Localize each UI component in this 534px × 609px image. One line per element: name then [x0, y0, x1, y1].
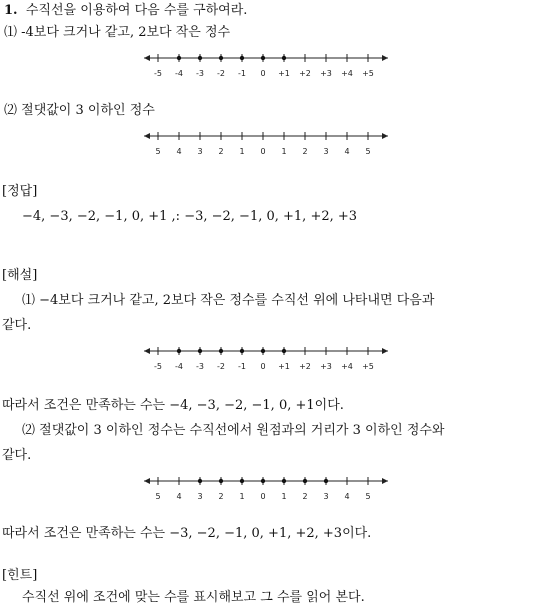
marked-point [303, 479, 307, 483]
tick-label: 0 [260, 362, 266, 371]
problem-part-1: ⑴ -4보다 크거나 같고, 2보다 작은 정수 [4, 25, 231, 40]
tick-label: 4 [176, 492, 182, 501]
answer-text: −4, −3, −2, −1, 0, +1 ,: −3, −2, −1, 0, +1, +2, +3 [22, 209, 358, 224]
tick-label: 5 [155, 147, 161, 156]
arrowhead-icon [382, 133, 388, 139]
number-line-2 [142, 128, 392, 162]
marked-point [198, 479, 202, 483]
hint-text: 수직선 위에 조건에 맞는 수를 표시해보고 그 수를 읽어 본다. [22, 590, 365, 605]
marked-point [219, 56, 223, 60]
explanation-heading: [해설] [2, 268, 38, 283]
number-line-1 [142, 50, 392, 84]
marked-point [240, 56, 244, 60]
problem-part-2: ⑵ 절댓값이 3 이하인 정수 [4, 103, 155, 118]
answer-heading: [정답] [2, 184, 38, 199]
problem-header [4, 3, 247, 19]
marked-point [282, 479, 286, 483]
marked-point [240, 349, 244, 353]
tick-label: -3 [196, 69, 204, 78]
tick-label: +4 [341, 69, 353, 78]
tick-label: 3 [197, 492, 203, 501]
tick-label: 2 [218, 147, 224, 156]
tick-label: 1 [281, 147, 287, 156]
tick-label: 1 [239, 492, 245, 501]
tick-label: +1 [278, 69, 290, 78]
marked-point [177, 56, 181, 60]
marked-point [219, 479, 223, 483]
number-line-3 [142, 343, 392, 377]
explanation-p1-result: 따라서 조건은 만족하는 수는 −4, −3, −2, −1, 0, +1이다. [2, 398, 344, 413]
tick-label: 1 [281, 492, 287, 501]
tick-label: 3 [197, 147, 203, 156]
arrowhead-icon [382, 348, 388, 354]
arrowhead-icon [144, 478, 150, 484]
explanation-p2-result: 따라서 조건은 만족하는 수는 −3, −2, −1, 0, +1, +2, +3이다. [2, 526, 372, 541]
tick-label: 1 [239, 147, 245, 156]
tick-label: 2 [218, 492, 224, 501]
arrowhead-icon [144, 348, 150, 354]
tick-label: +1 [278, 362, 290, 371]
number-line-svg [142, 343, 392, 377]
explanation-p2-line2: 같다. [2, 448, 32, 463]
tick-label: +4 [341, 362, 353, 371]
tick-label: 5 [365, 147, 371, 156]
arrowhead-icon [382, 55, 388, 61]
tick-label: 4 [344, 147, 350, 156]
tick-label: +2 [299, 69, 311, 78]
tick-label: 5 [365, 492, 371, 501]
tick-label: -1 [238, 69, 246, 78]
marked-point [324, 479, 328, 483]
arrowhead-icon [144, 55, 150, 61]
tick-label: 5 [155, 492, 161, 501]
marked-point [282, 349, 286, 353]
tick-label: 0 [260, 147, 266, 156]
marked-point [282, 56, 286, 60]
tick-label: -4 [175, 69, 183, 78]
hint-heading: [힌트] [2, 568, 38, 583]
marked-point [219, 349, 223, 353]
tick-label: 3 [323, 492, 329, 501]
marked-point [261, 56, 265, 60]
tick-label: 4 [344, 492, 350, 501]
tick-label: -1 [238, 362, 246, 371]
tick-label: +3 [320, 69, 332, 78]
problem-number: 1. [4, 3, 18, 18]
arrowhead-icon [382, 478, 388, 484]
tick-label: -2 [217, 362, 225, 371]
number-line-svg [142, 128, 392, 162]
arrowhead-icon [144, 133, 150, 139]
explanation-p2-line1: ⑵ 절댓값이 3 이하인 정수는 수직선에서 원점과의 거리가 3 이하인 정수와 [22, 423, 445, 438]
problem-prompt: 수직선을 이용하여 다음 수를 구하여라. [25, 3, 248, 18]
tick-label: -5 [154, 69, 162, 78]
marked-point [261, 479, 265, 483]
number-line-svg [142, 50, 392, 84]
tick-label: 2 [302, 147, 308, 156]
explanation-p1-line1: ⑴ −4보다 크거나 같고, 2보다 작은 정수를 수직선 위에 나타내면 다음과 [22, 293, 435, 308]
marked-point [198, 56, 202, 60]
marked-point [261, 349, 265, 353]
tick-label: 4 [176, 147, 182, 156]
tick-label: -4 [175, 362, 183, 371]
tick-label: 0 [260, 69, 266, 78]
number-line-svg [142, 473, 392, 507]
tick-label: +2 [299, 362, 311, 371]
tick-label: +5 [362, 362, 374, 371]
tick-label: -2 [217, 69, 225, 78]
number-line-4 [142, 473, 392, 507]
tick-label: +5 [362, 69, 374, 78]
tick-label: +3 [320, 362, 332, 371]
marked-point [198, 349, 202, 353]
tick-label: 0 [260, 492, 266, 501]
marked-point [177, 349, 181, 353]
explanation-p1-line2: 같다. [2, 318, 32, 333]
marked-point [240, 479, 244, 483]
tick-label: -3 [196, 362, 204, 371]
tick-label: 2 [302, 492, 308, 501]
tick-label: -5 [154, 362, 162, 371]
tick-label: 3 [323, 147, 329, 156]
